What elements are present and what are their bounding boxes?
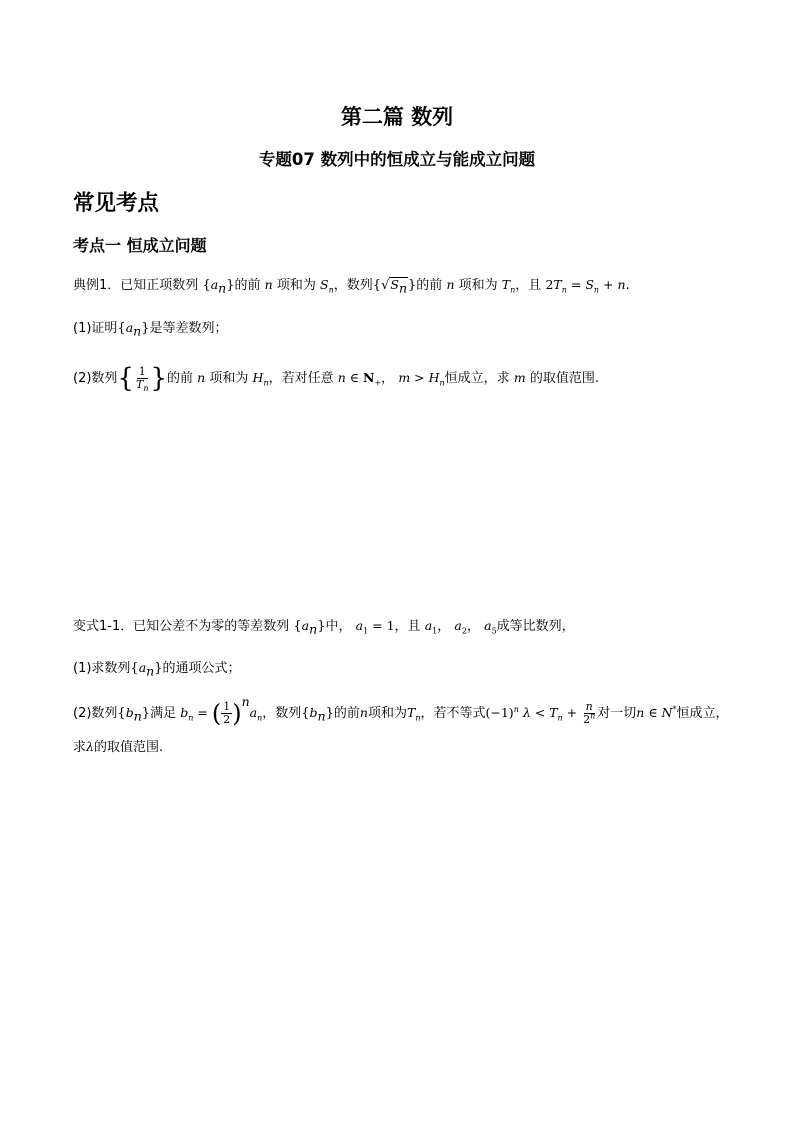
- topic-title: 专题07 数列中的恒成立与能成立问题: [258, 150, 536, 169]
- math-2Tn-eq: $2T_n = S_n + n$: [545, 277, 626, 295]
- math-frac-1-Tn: $\frac{1}{T_n}$: [135, 365, 149, 394]
- math-a1-eq-1: $a_1 = 1$: [355, 618, 395, 636]
- variant1-statement: 变式1-1．已知公差不为零的等差数列 $\{a_n\}$中， $a_1 = 1$，且 $a_1$， $a_2$， $a_5$成等比数列，: [73, 618, 575, 637]
- variant1-part1: (1)求数列$\{a_n\}$的通项公式；: [73, 660, 241, 679]
- example1-part2: (2)数列{ $\frac{1}{T_n}$ }的前 n 项和为 $H_n$，若对任意 n ∈ $N_+$， $m > H_n$恒成立，求 m 的取值范围.: [73, 363, 599, 394]
- math-Hn: $H_n$: [252, 370, 269, 388]
- subsection-heading: 考点一 恒成立问题: [73, 236, 207, 255]
- example1-part1: (1)证明$\{a_n\}$是等差数列；: [73, 320, 228, 339]
- math-n-in-N: n ∈ $N_+$: [337, 370, 382, 388]
- example1-label: 典例1．: [73, 278, 121, 293]
- math-Tn: $T_n$: [501, 277, 516, 295]
- math-lambda: λ: [86, 739, 94, 754]
- example1-statement: 典例1．已知正项数列 $\{a_n\}$的前 n 项和为 $S_n$，数列$\{√S_n\}$的前 n 项和为 $T_n$，且 $2T_n = S_n + n$.: [73, 277, 630, 296]
- math-inequality: $(-1)^n$ $\lambda < T_n$ +: [485, 704, 582, 723]
- math-m-gt-Hn: $m > H_n$: [398, 370, 445, 388]
- math-m: m: [513, 370, 526, 385]
- section-heading: 常见考点: [73, 191, 160, 216]
- math-bn-formula: $b_n$ =: [180, 705, 212, 723]
- part-title: 第二篇 数列: [340, 105, 454, 129]
- variant1-part2-cont: 求λ的取值范围.: [73, 739, 164, 755]
- math-seq-sqrt-Sn: $\{√S_n\}$: [372, 277, 417, 296]
- math-n: n: [264, 277, 273, 292]
- math-Sn: $S_n$: [320, 277, 334, 295]
- math-seq-an: $\{a_n\}$: [202, 277, 235, 296]
- math-n-in-Nstar: n ∈ N*: [636, 704, 677, 720]
- variant1-label: 变式1-1．: [73, 619, 134, 634]
- variant1-part2: (2)数列$\{b_n\}$满足 $b_n$ = ( $\frac{1}{2}$ )$^na_n$，数列$\{b_n\}$的前n项和为$T_n$，若不等式$(-1)^n$ $\lambda < T_n$ + $\frac{n}{2^n}$ 对一切n ∈ N*恒成立，: [73, 693, 729, 728]
